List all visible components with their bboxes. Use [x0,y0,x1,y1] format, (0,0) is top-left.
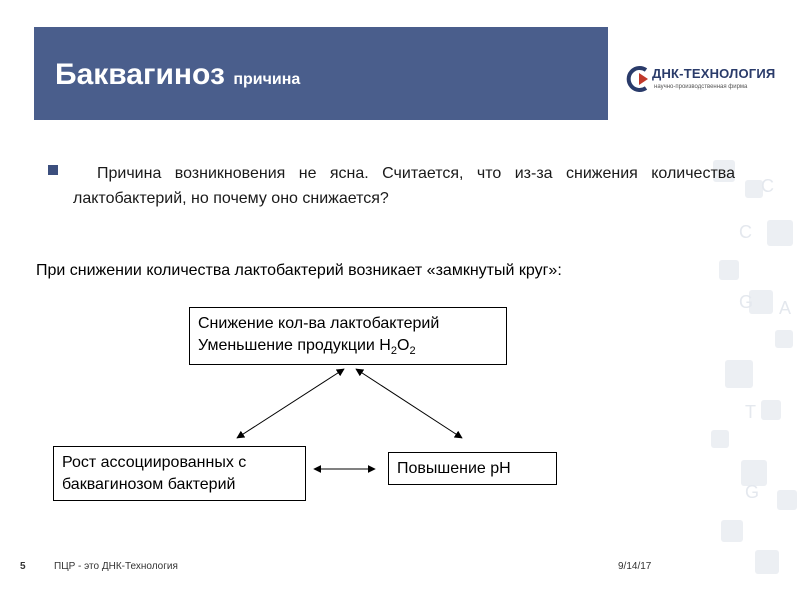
slide-title-sub: причина [233,71,301,88]
box-top-line2: Уменьшение продукции $H_2O_2$ [198,337,416,358]
box-ph-increase [388,452,557,485]
box-left-line1: Рост ассоциированных с [62,454,247,471]
arrow-top-to-left [237,369,344,438]
box-top-line1: Снижение кол-ва лактобактерий [198,315,440,332]
bullet-text: Причина возникновения не ясна. Считается, что из-за снижения количества лактобактерий, но почему оно снижается? [73,165,735,207]
box-lactobacilli-decrease [189,307,507,365]
arrow-top-to-right [356,369,462,438]
logo-tagline: научно-производственная фирма [654,84,748,90]
footer-text: ПЦР - это ДНК-Технология [54,561,178,572]
box-left-line2: баквагинозом бактерий [62,476,236,493]
cycle-intro-text: При снижении количества лактобактерий возникает «замкнутый круг»: [36,262,562,279]
slide-number: 5 [20,561,26,572]
decorative-pattern: C C G A T G [705,120,800,600]
box-right-label: Повышение pH [397,460,511,477]
logo-name: ДНК-ТЕХНОЛОГИЯ [652,66,776,81]
box-associated-bacteria [53,446,306,501]
footer-date: 9/14/17 [618,561,652,572]
slide-title-main: Баквагиноз [55,58,225,91]
